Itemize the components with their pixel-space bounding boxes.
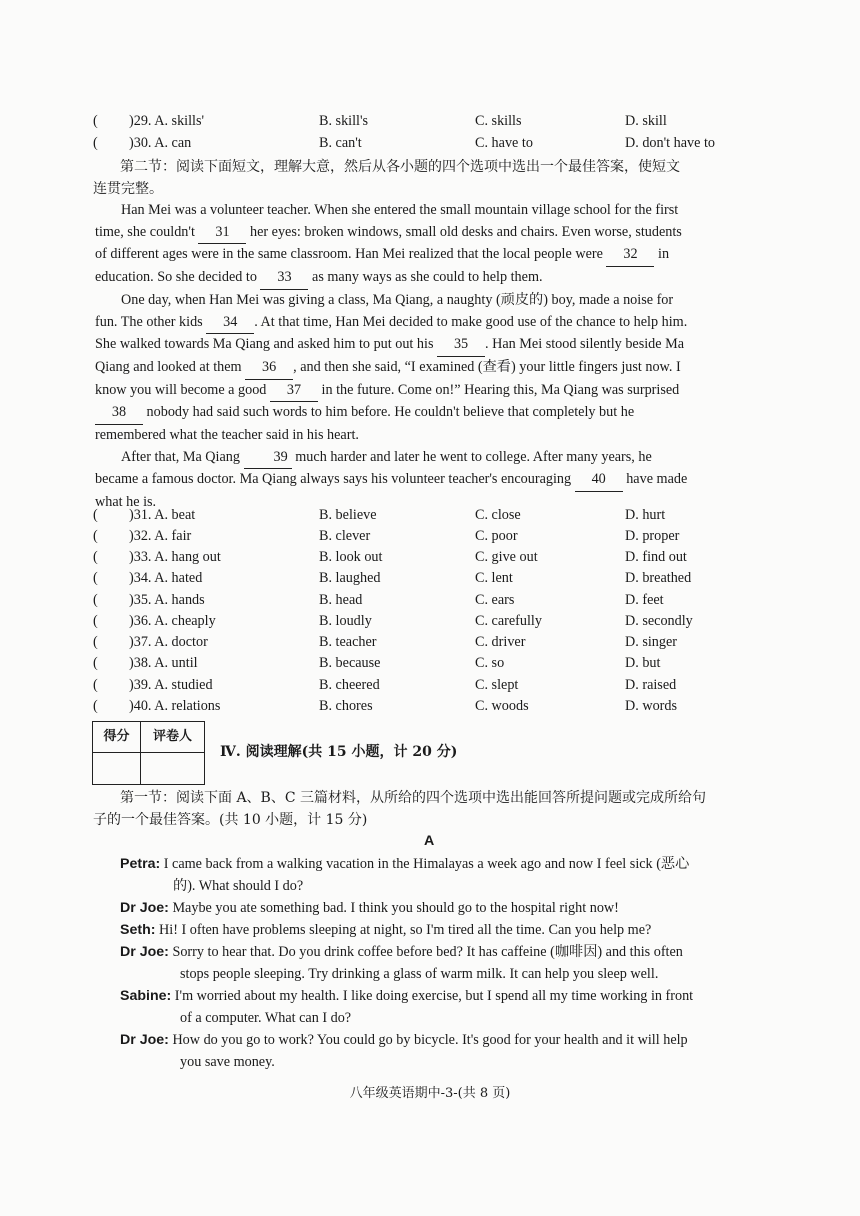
dialogue-text: you save money. [180, 1054, 275, 1070]
answer-paren[interactable]: ( [93, 613, 98, 629]
dialogue-drjoe-1 [120, 897, 770, 919]
option-d: D. find out [625, 549, 687, 565]
question-34 [93, 570, 773, 590]
option-a: )39. A. studied [129, 677, 213, 693]
option-d: D. feet [625, 592, 664, 608]
passage-text: know you will become a good [95, 381, 267, 398]
question-36 [93, 613, 773, 633]
section2-instruction: 第二节：阅读下面短文，理解大意，然后从各小题的四个选项中选出一个最佳答案，使短文 [120, 159, 680, 175]
option-a: )36. A. cheaply [129, 613, 216, 629]
cloze-passage [95, 200, 771, 514]
option-b: B. laughed [319, 570, 381, 586]
option-d: D. breathed [625, 570, 692, 586]
answer-paren[interactable]: ( [93, 592, 98, 608]
answer-paren[interactable]: ( [93, 677, 98, 693]
passage-text: education. So she decided to [95, 269, 257, 286]
passage-text: She walked towards Ma Qiang and asked him to put out his [95, 336, 434, 353]
passage-line [95, 334, 771, 357]
page-footer: 八年级英语期中-3-(共 8 页) [349, 1086, 511, 1101]
dialogue-sabine [120, 985, 770, 1029]
passage-text: . At that time, Han Mei decided to make good use of the chance to help him. [254, 313, 688, 330]
passage-text: nobody had said such words to him before. He couldn't believe that completely but he [146, 404, 635, 421]
option-b: B. chores [319, 698, 373, 714]
question-38 [93, 655, 773, 675]
speaker-name: Dr Joe: [120, 1032, 169, 1048]
question-35 [93, 592, 773, 612]
option-d: D. hurt [625, 507, 666, 523]
option-c: C. so [475, 655, 505, 671]
score-label: 得分 [93, 722, 140, 753]
section2-instruction-cont: 连贯完整。 [93, 181, 163, 197]
score-box [92, 721, 205, 785]
passage-text: One day, when Han Mei was giving a class, Ma Qiang, a naughty (顽皮的) boy, made a noise for [121, 291, 674, 308]
passage-text: have made [626, 471, 688, 488]
answer-paren[interactable]: ( [93, 507, 98, 523]
speaker-name: Dr Joe: [120, 900, 169, 916]
passage-line [95, 357, 771, 380]
option-d: D. secondly [625, 613, 693, 629]
passage-text: her eyes: broken windows, small old desks and chairs. Even worse, students [249, 223, 682, 240]
option-b: B. can't [319, 135, 362, 151]
passage-text: much harder and later he went to college. After many years, he [295, 448, 652, 465]
answer-paren[interactable]: ( [93, 549, 98, 565]
passage-line [95, 469, 771, 492]
dialogue-text: of a computer. What can I do? [180, 1010, 352, 1026]
option-b: B. believe [319, 507, 377, 523]
option-a: )31. A. beat [129, 507, 196, 523]
speaker-name: Petra: [120, 856, 161, 872]
option-c: C. lent [475, 570, 513, 586]
blank-31[interactable]: 31 [198, 222, 246, 245]
question-30 [93, 135, 773, 155]
question-31 [93, 507, 773, 527]
option-d: D. don't have to [625, 135, 716, 151]
passage-text: . Han Mei stood silently beside Ma [485, 336, 685, 353]
blank-37[interactable]: 37 [270, 380, 318, 403]
blank-35[interactable]: 35 [437, 334, 485, 357]
option-b: B. look out [319, 549, 383, 565]
passage-text: , and then she said, “I examined (查看) your little fingers just now. I [293, 358, 681, 375]
answer-paren[interactable]: ( [93, 135, 98, 151]
dialogue-drjoe-3 [120, 1029, 770, 1073]
dialogue-text: Hi! I often have problems sleeping at night, so I'm tired all the time. Can you help me? [159, 922, 652, 938]
question-33 [93, 549, 773, 569]
option-d: D. skill [625, 113, 667, 129]
passage-line [95, 222, 771, 245]
option-c: C. woods [475, 698, 529, 714]
passage-text: in [658, 246, 670, 263]
dialogue-text: 的). What should I do? [173, 878, 304, 894]
blank-36[interactable]: 36 [245, 357, 293, 380]
speaker-name: Sabine: [120, 988, 172, 1004]
question-37 [93, 634, 773, 654]
option-d: D. words [625, 698, 678, 714]
grader-label: 评卷人 [141, 722, 204, 753]
option-c: C. driver [475, 634, 526, 650]
passage-line [95, 380, 771, 403]
option-b: B. cheered [319, 677, 380, 693]
answer-paren[interactable]: ( [93, 655, 98, 671]
passage-text: fun. The other kids [95, 313, 203, 330]
dialogue-text: How do you go to work? You could go by bicycle. It's good for your health and it will help [172, 1032, 688, 1048]
option-d: D. singer [625, 634, 678, 650]
option-a: )35. A. hands [129, 592, 205, 608]
option-b: B. head [319, 592, 363, 608]
blank-34[interactable]: 34 [206, 312, 254, 335]
blank-39[interactable]: 39 [244, 447, 292, 470]
dialogue-petra [120, 853, 770, 897]
passage-text: Qiang and looked at them [95, 358, 242, 375]
dialogue-text: Sorry to hear that. Do you drink coffee before bed? It has caffeine (咖啡因) and this often [172, 944, 683, 960]
blank-33[interactable]: 33 [260, 267, 308, 290]
option-c: C. ears [475, 592, 515, 608]
blank-38[interactable]: 38 [95, 402, 143, 425]
passage-text: time, she couldn't [95, 223, 195, 240]
passage-text: Han Mei was a volunteer teacher. When she entered the small mountain village school for the first [121, 202, 679, 218]
option-a: )37. A. doctor [129, 634, 208, 650]
option-c: C. poor [475, 528, 518, 544]
option-a: )34. A. hated [129, 570, 203, 586]
option-b: B. because [319, 655, 381, 671]
passage-line [95, 290, 771, 312]
option-c: C. skills [475, 113, 522, 129]
dialogue-drjoe-2 [120, 941, 770, 985]
option-c: C. slept [475, 677, 519, 693]
question-39 [93, 677, 773, 697]
dialogue-text: I'm worried about my health. I like doing exercise, but I spend all my time working in front [174, 988, 694, 1004]
option-b: B. loudly [319, 613, 372, 629]
dialogue-text: Maybe you ate something bad. I think you should go to the hospital right now! [172, 900, 619, 916]
speaker-name: Seth: [120, 922, 156, 938]
part4-title: Ⅳ. 阅读理解(共 15 小题，计 20 分) [220, 744, 458, 760]
option-a: )40. A. relations [129, 698, 221, 714]
passage-text: what he is. [95, 494, 157, 511]
blank-40[interactable]: 40 [575, 469, 623, 492]
passage-line [95, 425, 771, 447]
passage-line [95, 244, 771, 267]
passage-line [95, 200, 771, 222]
option-a: )38. A. until [129, 655, 198, 671]
dialogue-text: stops people sleeping. Try drinking a glass of warm milk. It can help you sleep well. [180, 966, 659, 982]
passage-line [95, 267, 771, 290]
answer-paren[interactable]: ( [93, 634, 98, 650]
passage-text: became a famous doctor. Ma Qiang always says his volunteer teacher's encouraging [95, 471, 572, 488]
section1-instruction-cont: 子的一个最佳答案。(共 10 小题，计 15 分) [93, 812, 368, 828]
option-b: B. skill's [319, 113, 369, 129]
dialogue-seth [120, 919, 770, 941]
option-c: C. give out [475, 549, 538, 565]
option-a: )32. A. fair [129, 528, 192, 544]
option-a: )29. A. skills' [129, 113, 205, 129]
question-29 [93, 113, 773, 133]
passage-line [95, 402, 771, 425]
blank-32[interactable]: 32 [606, 244, 654, 267]
dialogue-text: I came back from a walking vacation in the Himalayas a week ago and now I feel sick (恶心 [163, 856, 690, 872]
passage-text: remembered what the teacher said in his heart. [95, 427, 359, 444]
option-d: D. proper [625, 528, 680, 544]
option-c: C. carefully [475, 613, 542, 629]
passage-text: as many ways as she could to help them. [312, 269, 543, 286]
option-b: B. clever [319, 528, 371, 544]
question-40 [93, 698, 773, 718]
option-a: )30. A. can [129, 135, 192, 151]
passage-line [95, 447, 771, 470]
section1-instruction: 第一节：阅读下面 A、B、C 三篇材料，从所给的四个选项中选出能回答所提问题或完成所给句 [120, 790, 707, 806]
passage-a-label: A [424, 833, 435, 849]
option-c: C. have to [475, 135, 533, 151]
passage-text: After that, Ma Qiang [121, 448, 240, 465]
answer-paren[interactable]: ( [93, 570, 98, 586]
question-32 [93, 528, 773, 548]
passage-text: of different ages were in the same classroom. Han Mei realized that the local people were [95, 246, 603, 263]
grader-input-cell[interactable] [142, 754, 203, 783]
passage-text: in the future. Come on!” Hearing this, Ma Qiang was surprised [321, 381, 680, 398]
option-d: D. raised [625, 677, 677, 693]
answer-paren[interactable]: ( [93, 528, 98, 544]
option-d: D. but [625, 655, 661, 671]
option-b: B. teacher [319, 634, 377, 650]
answer-paren[interactable]: ( [93, 698, 98, 714]
score-input-cell[interactable] [93, 754, 139, 783]
passage-line [95, 312, 771, 335]
option-a: )33. A. hang out [129, 549, 221, 565]
speaker-name: Dr Joe: [120, 944, 169, 960]
option-c: C. close [475, 507, 521, 523]
answer-paren[interactable]: ( [93, 113, 98, 129]
